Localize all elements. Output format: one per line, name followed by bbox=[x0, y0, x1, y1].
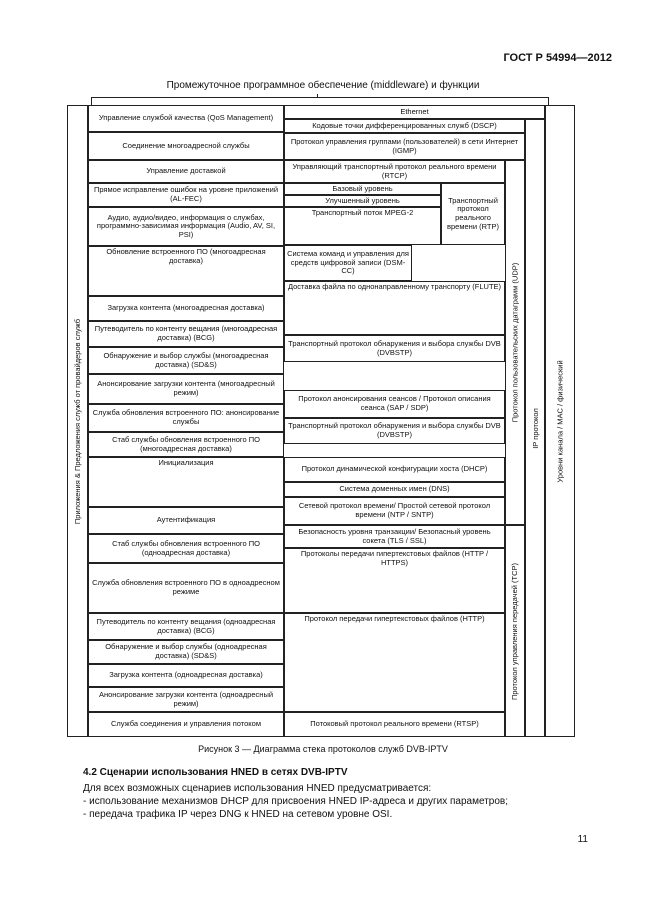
protocol-dns: Система доменных имен (DNS) bbox=[284, 482, 505, 497]
protocol-ethernet: Ethernet bbox=[284, 105, 545, 119]
service-multicast-connection: Соединение многоадресной службы bbox=[88, 132, 284, 160]
service-content-download-unicast: Загрузка контента (одноадресная доставка) bbox=[88, 664, 284, 687]
service-sds-unicast: Обнаружение и выбор службы (одноадресная доставка) (SD&S) bbox=[88, 640, 284, 664]
udp-column bbox=[505, 160, 525, 525]
protocol-dvbstp-2: Транспортный протокол обнаружения и выбора службы DVB (DVBSTP) bbox=[284, 418, 505, 444]
protocol-rtcp: Управляющий транспортный протокол реального времени (RTCP) bbox=[284, 160, 505, 183]
protocol-sap-sdp: Протокол анонсирования сеансов / Протокол описания сеанса (SAP / SDP) bbox=[284, 390, 505, 418]
udp-label: Протокол пользовательских датаграмм (UDP) bbox=[510, 262, 520, 423]
protocol-enhanced-level: Улучшенный уровень bbox=[284, 195, 441, 207]
service-firmware-stub-multicast: Стаб службы обновления встроенного ПО (многоадресная доставка) bbox=[88, 432, 284, 457]
middleware-brace-tick bbox=[317, 94, 318, 98]
protocol-rtp: Транспортный протокол реального времени (RTP) bbox=[441, 183, 505, 245]
service-delivery-control: Управление доставкой bbox=[88, 160, 284, 183]
link-layer-label: Уровни канала / MAC / физический bbox=[555, 359, 565, 483]
protocol-flute: Доставка файла по однонаправленному транспорту (FLUTE) bbox=[284, 281, 505, 335]
tcp-column bbox=[505, 525, 525, 737]
protocol-dvbstp-1: Транспортный протокол обнаружения и выбора службы DVB (DVBSTP) bbox=[284, 335, 505, 362]
standard-header: ГОСТ Р 54994—2012 bbox=[503, 52, 612, 64]
service-bcg-multicast: Путеводитель по контенту вещания (многоадресная доставка) (BCG) bbox=[88, 321, 284, 347]
paragraph-dhcp: - использование механизмов DHCP для присвоения HNED IP-адреса и других параметров; bbox=[83, 796, 509, 807]
service-firmware-multicast: Обновление встроенного ПО (многоадресная доставка) bbox=[88, 246, 284, 296]
service-content-announce-multicast: Анонсирование загрузки контента (многоадресный режим) bbox=[88, 374, 284, 404]
service-al-fec: Прямое исправление ошибок на уровне приложений (AL-FEC) bbox=[88, 183, 284, 207]
applications-column bbox=[67, 105, 88, 737]
diagram-title: Промежуточное программное обеспечение (middleware) и функции bbox=[166, 80, 480, 91]
service-firmware-unicast: Служба обновления встроенного ПО в одноадресном режиме bbox=[88, 563, 284, 613]
protocol-rtsp: Потоковый протокол реального времени (RTSP) bbox=[284, 712, 505, 737]
protocol-igmp: Протокол управления группами (пользователей) в сети Интернет (IGMP) bbox=[284, 133, 525, 160]
protocol-dsm-cc: Система команд и управления для средств цифровой записи (DSM-CC) bbox=[284, 245, 412, 281]
service-content-announce-unicast: Анонсирование загрузки контента (одноадресный режим) bbox=[88, 687, 284, 712]
protocol-dscp: Кодовые точки дифференцированных служб (DSCP) bbox=[284, 119, 525, 133]
applications-label: Приложения & Предложения служб от провайдеров служб bbox=[73, 318, 82, 524]
paragraph-intro: Для всех возможных сценариев использования HNED предусматривается: bbox=[83, 783, 432, 794]
service-content-download-multicast: Загрузка контента (многоадресная доставка) bbox=[88, 296, 284, 321]
link-layer-column bbox=[545, 105, 575, 737]
service-firmware-announce: Служба обновления встроенного ПО: анонсирование службы bbox=[88, 404, 284, 432]
section-title: 4.2 Сценарии использования HNED в сетях DVB-IPTV bbox=[83, 767, 348, 778]
ip-label: IP протокол bbox=[530, 407, 540, 449]
paragraph-dng: - передача трафика IP через DNG к HNED на сетевом уровне OSI. bbox=[83, 809, 393, 820]
protocol-base-level: Базовый уровень bbox=[284, 183, 441, 195]
ip-column bbox=[525, 119, 545, 737]
protocol-tls: Безопасность уровня транзакции/ Безопасный уровень сокета (TLS / SSL) bbox=[284, 525, 505, 548]
service-audio-av: Аудио, аудио/видео, информация о службах, программно-зависимая информация (Audio, AV, SI, PSI) bbox=[88, 207, 284, 246]
service-authentication: Аутентификация bbox=[88, 507, 284, 534]
page-number: 11 bbox=[577, 834, 588, 845]
protocol-https: Протоколы передачи гипертекстовых файлов (HTTP / HTTPS) bbox=[284, 548, 505, 613]
service-initialization: Инициализация bbox=[88, 457, 284, 507]
protocol-http: Протокол передачи гипертекстовых файлов (HTTP) bbox=[284, 613, 505, 712]
protocol-dhcp: Протокол динамической конфигурации хоста (DHCP) bbox=[284, 457, 505, 482]
service-sds-multicast: Обнаружение и выбор службы (многоадресная доставка) (SD&S) bbox=[88, 347, 284, 374]
figure-caption: Рисунок 3 — Диаграмма стека протоколов служб DVB-IPTV bbox=[198, 744, 448, 754]
protocol-ntp: Сетевой протокол времени/ Простой сетевой протокол времени (NTP / SNTP) bbox=[284, 497, 505, 525]
service-bcg-unicast: Путеводитель по контенту вещания (одноадресная доставка) (BCG) bbox=[88, 613, 284, 640]
service-qos: Управление службой качества (QoS Management) bbox=[88, 105, 284, 132]
tcp-label: Протокол управления передачей (TCP) bbox=[510, 562, 520, 700]
protocol-mpeg2-ts: Транспортный поток MPEG-2 bbox=[284, 207, 441, 245]
service-firmware-stub-unicast: Стаб службы обновления встроенного ПО (одноадресная доставка) bbox=[88, 534, 284, 563]
service-stream-control: Служба соединения и управления потоком bbox=[88, 712, 284, 737]
